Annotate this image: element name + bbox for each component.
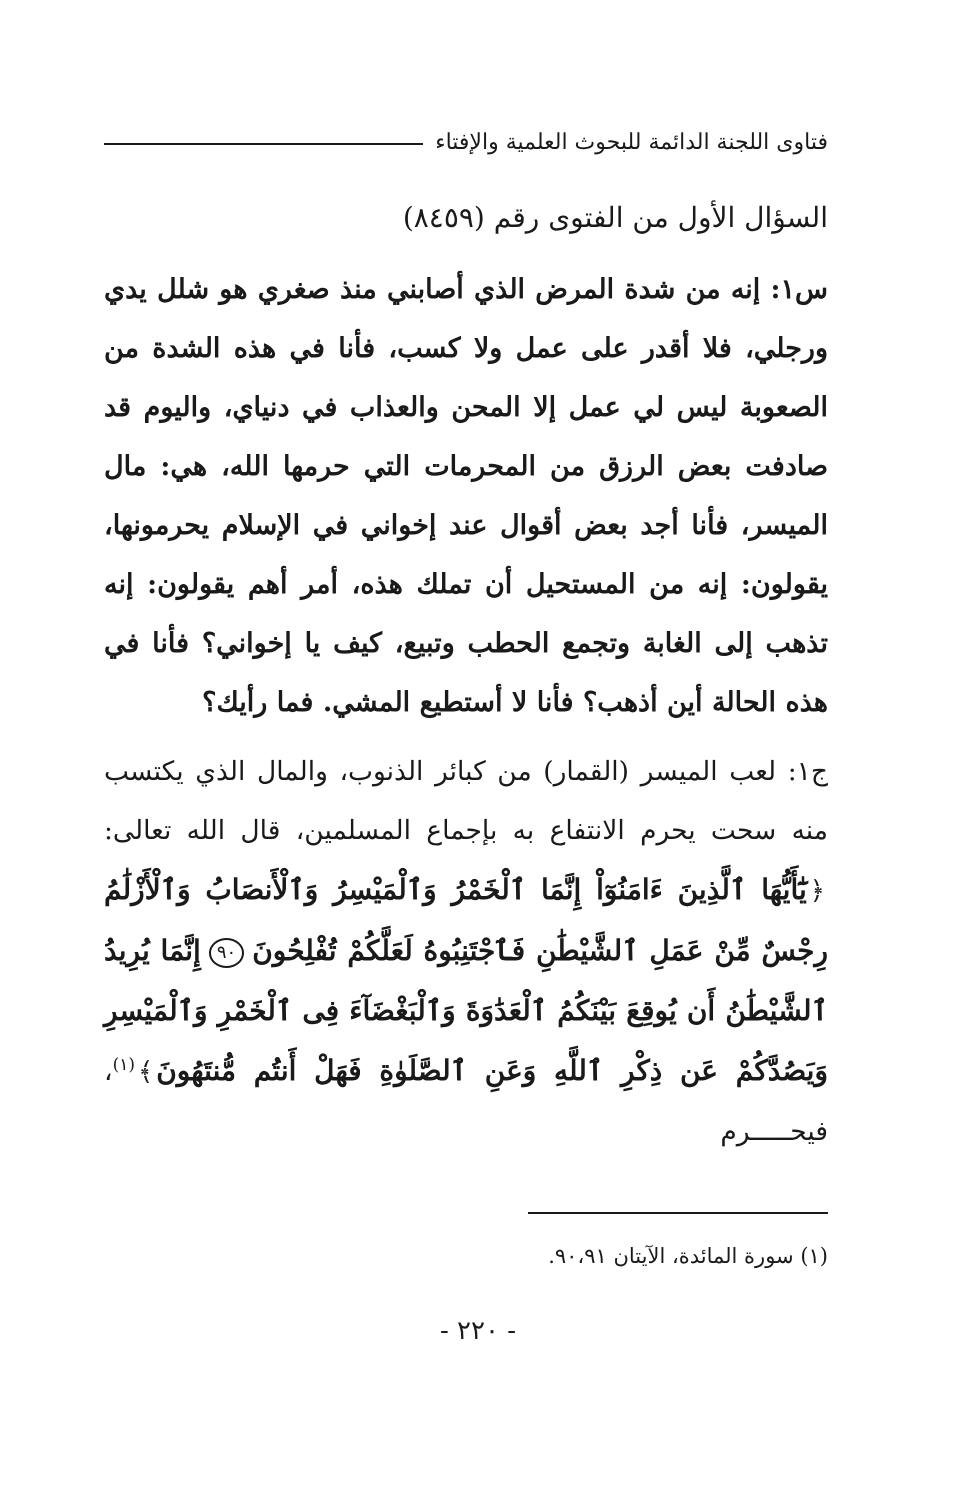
answer-paragraph (104, 742, 828, 1161)
quran-verse-90: يَٰٓأَيُّهَا ٱلَّذِينَ ءَامَنُوٓاْ إِنَّمَا ٱلْخَمْرُ وَٱلْمَيْسِرُ وَٱلْأَنصَابُ وَٱلْأَزْلَٰمُ رِجْسٌ مِّنْ عَمَلِ ٱلشَّيْطَٰنِ فَٱجْتَنِبُوهُ لَعَلَّكُمْ تُفْلِحُونَ (104, 873, 828, 967)
quran-verse-91: إِنَّمَا يُرِيدُ ٱلشَّيْطَٰنُ أَن يُوقِعَ بَيْنَكُمُ ٱلْعَدَٰوَةَ وَٱلْبَغْضَآءَ فِى ٱلْخَمْرِ وَٱلْمَيْسِرِ وَيَصُدَّكُمْ عَن ذِكْرِ ٱللَّهِ وَعَنِ ٱلصَّلَوٰةِ فَهَلْ أَنتُم مُّنتَهُونَ (104, 934, 828, 1087)
footnote-reference: (١) (112, 1055, 135, 1076)
footnote-separator (528, 1212, 828, 1214)
verse-open-ornament: ﴿ (809, 876, 825, 906)
answer-continuation: ، فيحـــــرم (104, 1056, 828, 1147)
answer-intro: ج١: لعب الميسر (القمار) من كبائر الذنوب، والمال الذي يكتسب منه سحت يحرم الانتفاع به بإجماع المسلمين، قال الله تعالى: (104, 756, 828, 846)
page-number: - ٢٢٠ - (439, 1316, 517, 1346)
ayah-number-marker: ٩٠ (209, 938, 244, 968)
footnote: (١) سورة المائدة، الآيتان ٩٠،٩١. (548, 1244, 828, 1268)
header-rule (104, 143, 423, 145)
question-paragraph: س١: إنه من شدة المرض الذي أصابني منذ صغري هو شلل يدي ورجلي، فلا أقدر على عمل ولا كسب، فأنا في هذه الشدة من الصعوبة ليس لي عمل إلا المحن والعذاب في دنياي، واليوم قد صادفت بعض الرزق من المحرمات التي حرمها الله، هي: مال الميسر، فأنا أجد بعض أقوال عند إخواني في الإسلام يحرمونها، يقولون: إنه من المستحيل أن تملك هذه، أمر أهم يقولون: إنه تذهب إلى الغابة وتجمع الحطب وتبيع، كيف يا إخواني؟ فأنا في هذه الحالة أين أذهب؟ فأنا لا أستطيع المشي. فما رأيك؟ (104, 274, 828, 718)
running-header (104, 122, 828, 162)
page-body (104, 190, 828, 1161)
verse-close-ornament: ﴾ (137, 1057, 154, 1087)
header-title: فتاوى اللجنة الدائمة للبحوث العلمية والإفتاء (435, 129, 828, 155)
fatwa-reference: السؤال الأول من الفتوى رقم (٨٤٥٩) (402, 201, 828, 234)
